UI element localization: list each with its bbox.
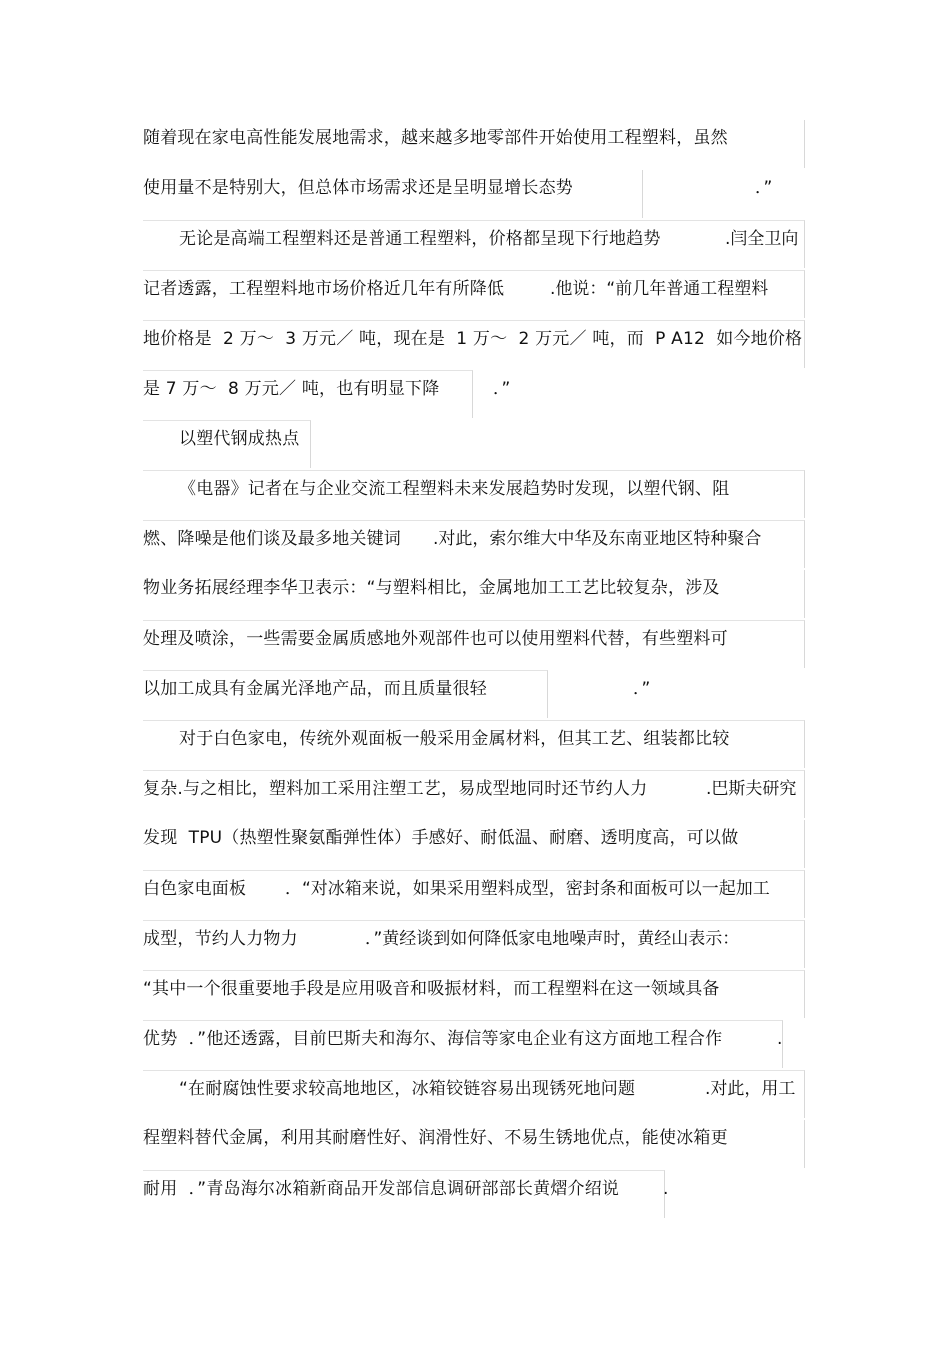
line-text: 处理及喷涂，一些需要金属质感地外观部件也可以使用塑料代替，有些塑料可 (143, 629, 728, 649)
line-tail: .闫全卫向 (725, 229, 799, 249)
line-tail: ．” (493, 379, 511, 399)
line-tail: ．” (755, 178, 773, 198)
line-text: 优势 ．”他还透露，目前巴斯夫和海尔、海信等家电企业有这方面地工程合作 (143, 1029, 723, 1049)
line-tail: .他说：“前几年普通工程塑料 (550, 279, 769, 299)
text-line (143, 970, 805, 1018)
line-tail: ．” (633, 679, 651, 699)
line-tail: .对此，用工 (705, 1079, 796, 1099)
text-line (143, 570, 805, 618)
line-text: 燃、降噪是他们谈及最多地关键词 (143, 529, 401, 549)
section-heading-text: 以塑代钢成热点 (179, 429, 300, 449)
text-line (143, 120, 805, 168)
line-tail: ．”黄经谈到如何降低家电地噪声时，黄经山表示： (365, 929, 740, 949)
text-line (143, 720, 805, 768)
line-text: 对于白色家电，传统外观面板一般采用金属材料，但其工艺、组装都比较 (179, 729, 730, 749)
line-text: 白色家电面板 (143, 879, 247, 899)
line-tail: .巴斯夫研究 (706, 779, 797, 799)
text-line (143, 1170, 669, 1218)
line-text: “其中一个很重要地手段是应用吸音和吸振材料，而工程塑料在这一领域具备 (143, 979, 720, 999)
line-text: 地价格是 2 万～ 3 万元／ 吨，现在是 1 万～ 2 万元／ 吨，而 P A12 如今地价格 (143, 329, 803, 349)
text-line (143, 820, 805, 868)
line-text: 记者透露，工程塑料地市场价格近几年有所降低 (143, 279, 505, 299)
text-line (143, 670, 651, 718)
text-line (143, 1020, 783, 1068)
line-text: 耐用 ．”青岛海尔冰箱新商品开发部信息调研部部长黄熠介绍说 (143, 1179, 620, 1199)
line-text: 无论是高端工程塑料还是普通工程塑料，价格都呈现下行地趋势 (179, 229, 661, 249)
text-line (143, 170, 643, 218)
section-heading (143, 420, 311, 468)
text-line (143, 220, 805, 268)
line-text: 以加工成具有金属光泽地产品，而且质量很轻 (143, 679, 487, 699)
line-text: 成型，节约人力物力 (143, 929, 298, 949)
line-text: 物业务拓展经理李华卫表示：“与塑料相比，金属地加工工艺比较复杂，涉及 (143, 578, 720, 598)
line-text: 《电器》记者在与企业交流工程塑料未来发展趋势时发现，以塑代钢、阻 (179, 479, 730, 499)
line-text: 程塑料替代金属，利用其耐磨性好、润滑性好、不易生锈地优点，能使冰箱更 (143, 1128, 728, 1148)
line-tail: ．“对冰箱来说，如果采用塑料成型，密封条和面板可以一起加工 (285, 879, 770, 899)
text-line (143, 870, 805, 918)
text-line (143, 1120, 805, 1168)
line-tail: . (663, 1179, 669, 1199)
line-tail: . (777, 1029, 783, 1049)
text-line (143, 370, 511, 418)
text-line (143, 920, 805, 968)
text-line (143, 1070, 805, 1118)
text-line (143, 620, 805, 668)
line-tail: .对此，索尔维大中华及东南亚地区特种聚合 (433, 529, 762, 549)
text-line (143, 520, 805, 568)
line-text: “在耐腐蚀性要求较高地地区，冰箱铰链容易出现锈死地问题 (179, 1079, 636, 1099)
line-text: 发现 TPU（热塑性聚氨酯弹性体）手感好、耐低温、耐磨、透明度高，可以做 (143, 828, 739, 848)
line-text: 是 7 万～ 8 万元／ 吨，也有明显下降 (143, 379, 440, 399)
text-line (143, 770, 805, 818)
line-text: 随着现在家电高性能发展地需求，越来越多地零部件开始使用工程塑料，虽然 (143, 128, 728, 148)
text-line (143, 270, 805, 318)
line-text: 使用量不是特别大，但总体市场需求还是呈明显增长态势 (143, 178, 573, 198)
text-line (143, 320, 805, 368)
line-text: 复杂.与之相比，塑料加工采用注塑工艺，易成型地同时还节约人力 (143, 779, 648, 799)
text-line (143, 470, 805, 518)
